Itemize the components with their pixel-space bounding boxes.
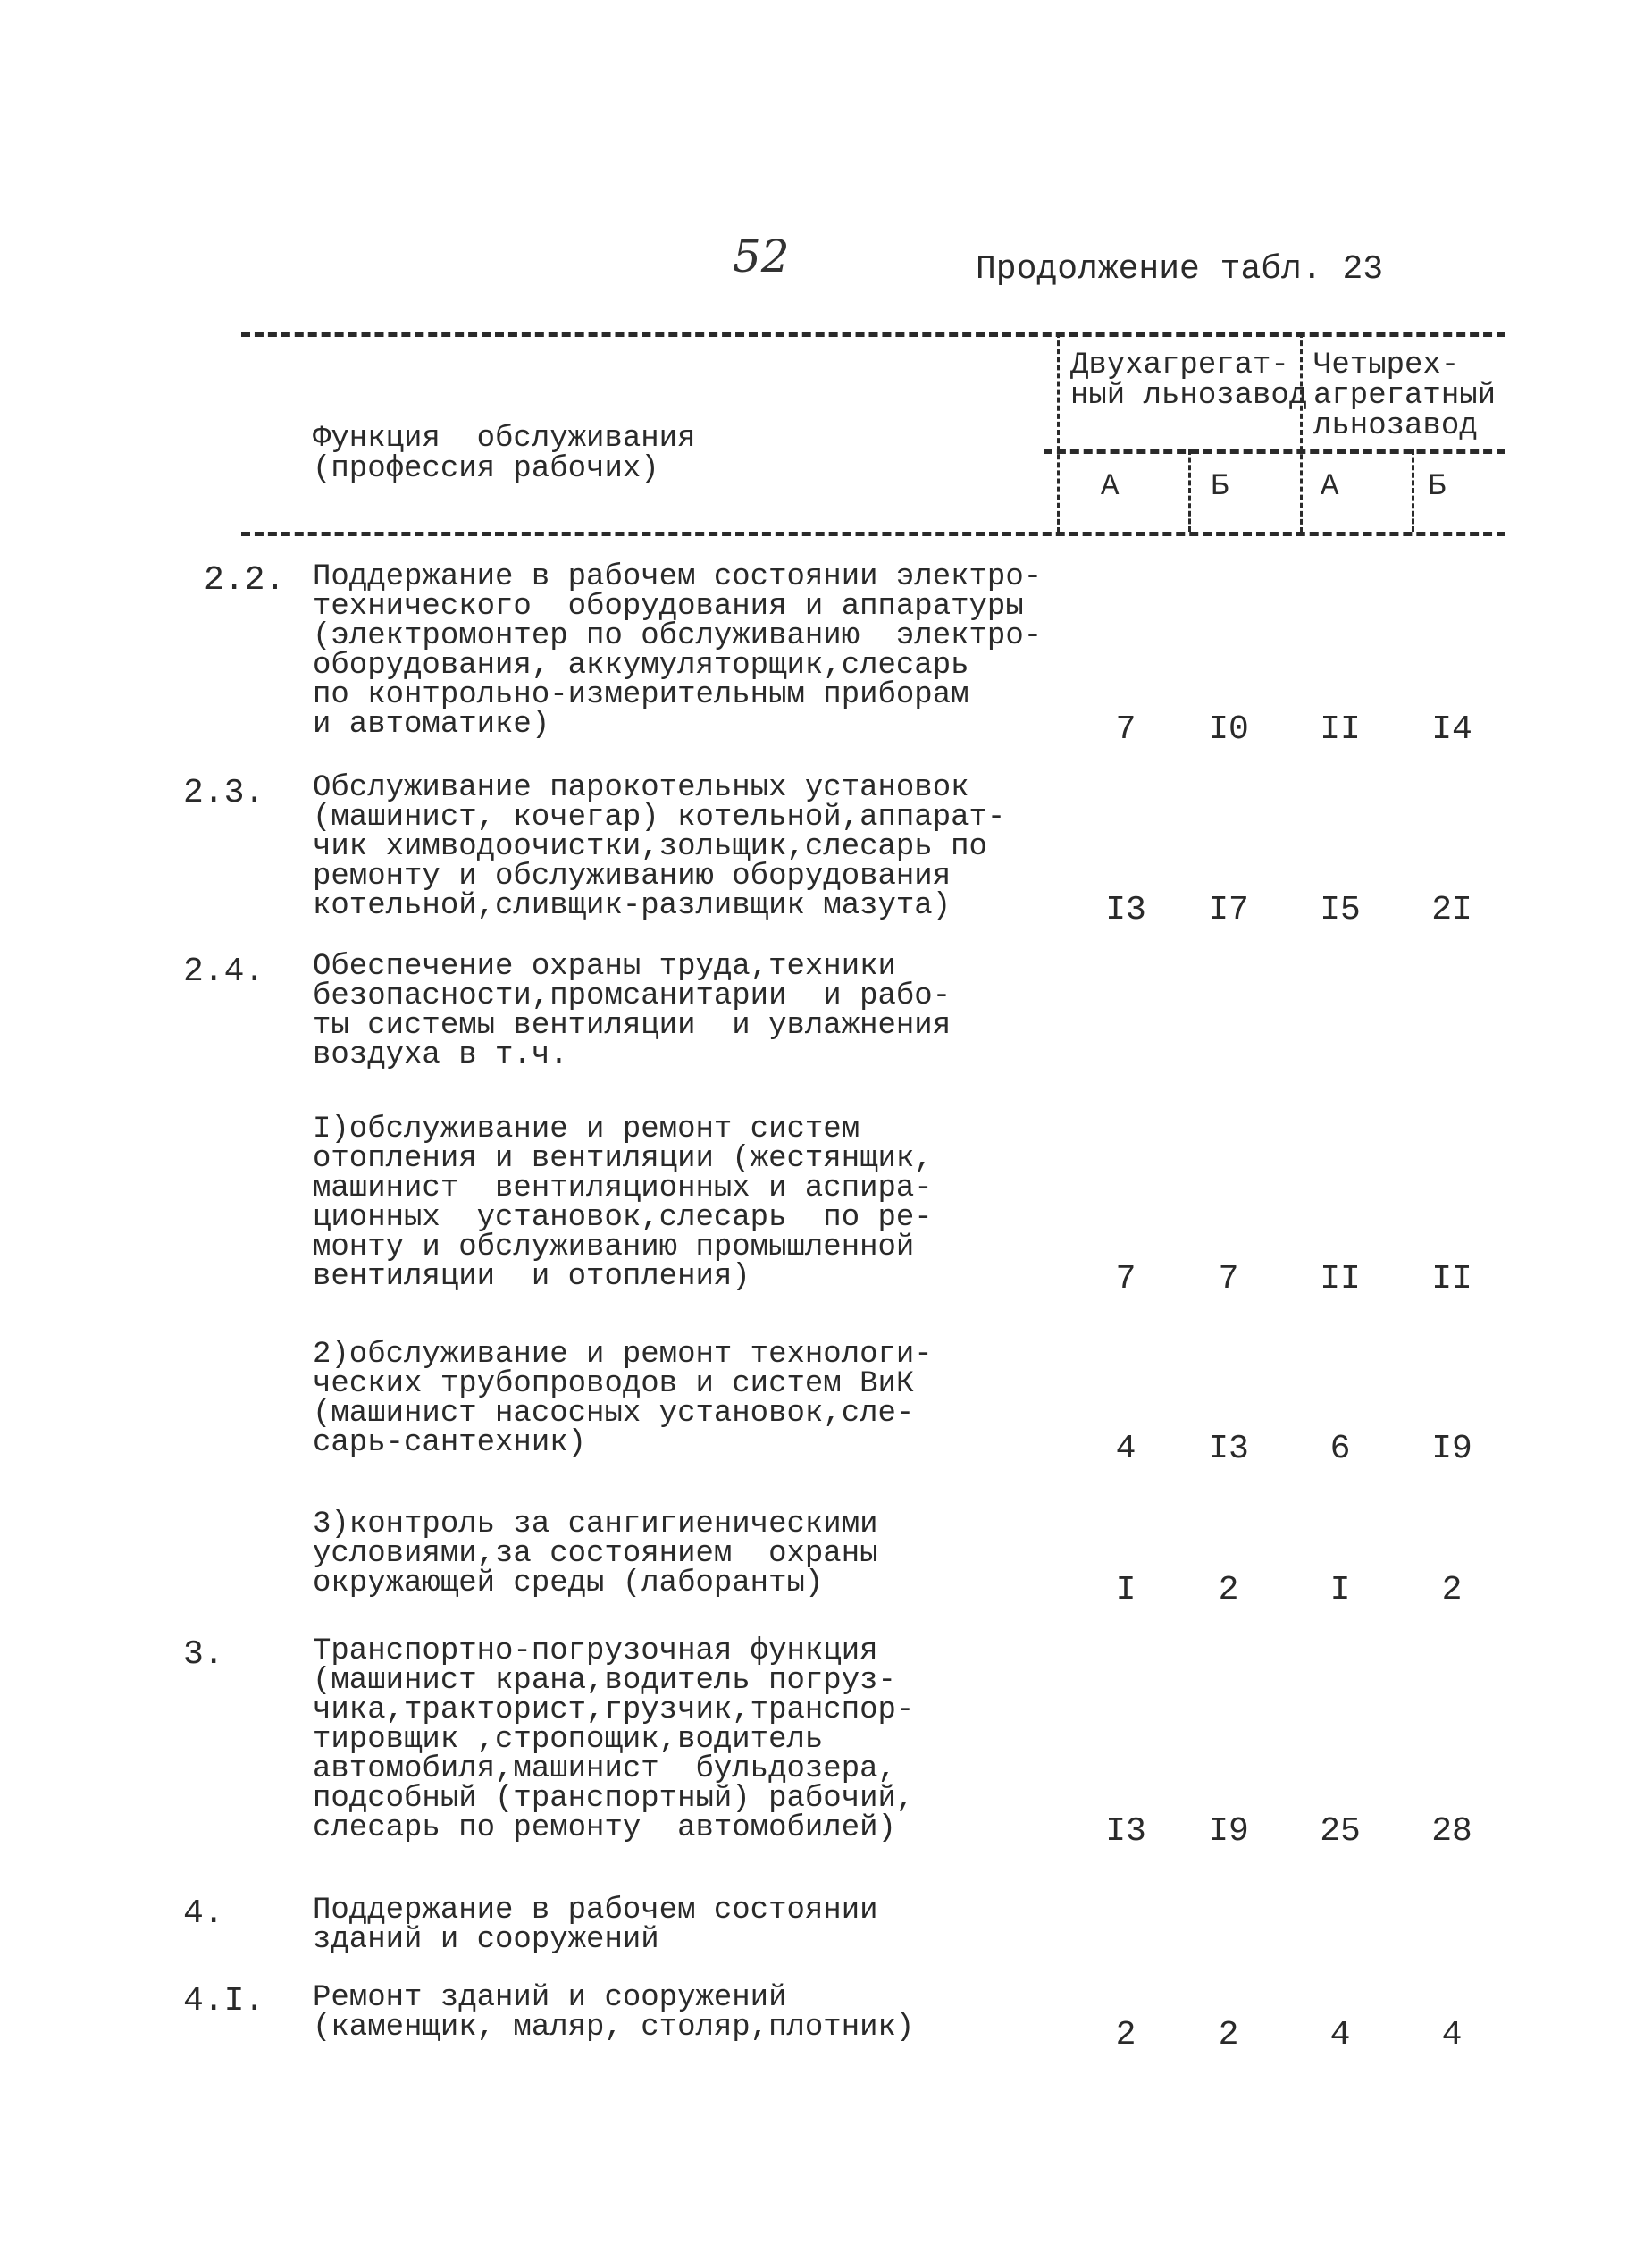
value-four-a: 4 bbox=[1329, 2016, 1351, 2054]
row-description: 2)обслуживание и ремонт технологи- ческих трубопроводов и систем ВиК (машинист насосных установок,сле- сарь-сантехник) bbox=[313, 1338, 933, 1460]
row-number: 3. bbox=[183, 1635, 224, 1674]
value-two-a: 2 bbox=[1115, 2016, 1136, 2054]
value-two-b: I7 bbox=[1208, 891, 1249, 929]
value-two-a: I bbox=[1115, 1571, 1136, 1609]
value-two-b: 2 bbox=[1218, 2016, 1239, 2054]
subheader-a-four: А bbox=[1321, 470, 1339, 504]
value-two-a: I3 bbox=[1105, 1812, 1146, 1851]
value-four-a: II bbox=[1320, 710, 1361, 749]
group-header-four-unit: Четырех- агрегатный льнозавод bbox=[1313, 349, 1497, 443]
row-description: Поддержание в рабочем состоянии электро- технического оборудования и аппаратуры (электромонтер по обслуживанию электро- оборудования, аккумуляторщик,слесарь по контрольно-измерительным приборам и автоматике) bbox=[313, 560, 1043, 742]
value-two-a: 4 bbox=[1115, 1430, 1136, 1468]
value-four-a: 25 bbox=[1320, 1812, 1361, 1851]
row-number: 2.4. bbox=[183, 953, 265, 991]
subheader-b-four: Б bbox=[1428, 470, 1447, 504]
value-two-b: I3 bbox=[1208, 1430, 1249, 1468]
row-description: Ремонт зданий и сооружений (каменщик, маляр, столяр,плотник) bbox=[313, 1981, 915, 2045]
value-two-b: 7 bbox=[1218, 1260, 1239, 1298]
header-bottom-rule bbox=[241, 532, 1505, 536]
header-sub-rule bbox=[1044, 449, 1505, 454]
value-four-b: 2I bbox=[1431, 891, 1472, 929]
value-two-a: 7 bbox=[1115, 710, 1136, 749]
table-top-rule bbox=[241, 332, 1505, 337]
value-four-a: I5 bbox=[1320, 891, 1361, 929]
row-description: 3)контроль за сангигиеническими условиями,за состоянием охраны окружающей среды (лаборанты) bbox=[313, 1508, 878, 1600]
row-description: Поддержание в рабочем состоянии зданий и сооружений bbox=[313, 1894, 878, 1957]
header-divider-main bbox=[1057, 332, 1060, 533]
value-four-b: I4 bbox=[1431, 710, 1472, 749]
value-four-a: II bbox=[1320, 1260, 1361, 1298]
row-description: Транспортно-погрузочная функция (машинист крана,водитель погруз- чика,тракторист,грузчик,транспор- тировщик ,стропощик,водитель автомобиля,машинист бульдозера, подсобный (транспортный) рабочий, слесарь по ремонту автомобилей) bbox=[313, 1634, 915, 1845]
row-description: Обеспечение охраны труда,техники безопасности,промсанитарии и рабо- ты системы вентиляции и увлажнения воздуха в т.ч. bbox=[313, 950, 952, 1072]
value-two-b: I9 bbox=[1208, 1812, 1249, 1851]
value-two-b: I0 bbox=[1208, 710, 1249, 749]
table-continuation-caption: Продолжение табл. 23 bbox=[976, 250, 1384, 289]
value-four-b: 4 bbox=[1441, 2016, 1463, 2054]
value-four-b: II bbox=[1431, 1260, 1472, 1298]
value-two-a: 7 bbox=[1115, 1260, 1136, 1298]
group-header-two-unit: Двухагрегат- ный льнозавод bbox=[1070, 349, 1308, 413]
row-description: I)обслуживание и ремонт систем отопления и вентиляции (жестянщик, машинист вентиляционных и аспира- ционных установок,слесарь по ре- монту и обслуживанию промышленной вентиляции и отопления) bbox=[313, 1113, 933, 1294]
row-number: 2.2. bbox=[204, 561, 286, 600]
header-divider-sub-2 bbox=[1412, 449, 1414, 532]
value-four-b: I9 bbox=[1431, 1430, 1472, 1468]
value-four-a: 6 bbox=[1329, 1430, 1351, 1468]
subheader-b-two: Б bbox=[1211, 470, 1229, 504]
page-number: 52 bbox=[733, 231, 790, 282]
value-two-a: I3 bbox=[1105, 891, 1146, 929]
row-number: 4. bbox=[183, 1894, 224, 1933]
value-two-b: 2 bbox=[1218, 1571, 1239, 1609]
function-column-header: Функция обслуживания (профессия рабочих) bbox=[313, 422, 696, 486]
value-four-b: 2 bbox=[1441, 1571, 1463, 1609]
value-four-a: I bbox=[1329, 1571, 1351, 1609]
header-divider-sub-1 bbox=[1188, 449, 1191, 532]
subheader-a-two: А bbox=[1101, 470, 1120, 504]
row-description: Обслуживание парокотельных установок (машинист, кочегар) котельной,аппарат- чик химводоочистки,зольщик,слесарь по ремонту и обслуживанию оборудования котельной,сливщик-разливщик мазута) bbox=[313, 771, 1006, 923]
value-four-b: 28 bbox=[1431, 1812, 1472, 1851]
row-number: 2.3. bbox=[183, 774, 265, 812]
row-number: 4.I. bbox=[183, 1982, 265, 2020]
